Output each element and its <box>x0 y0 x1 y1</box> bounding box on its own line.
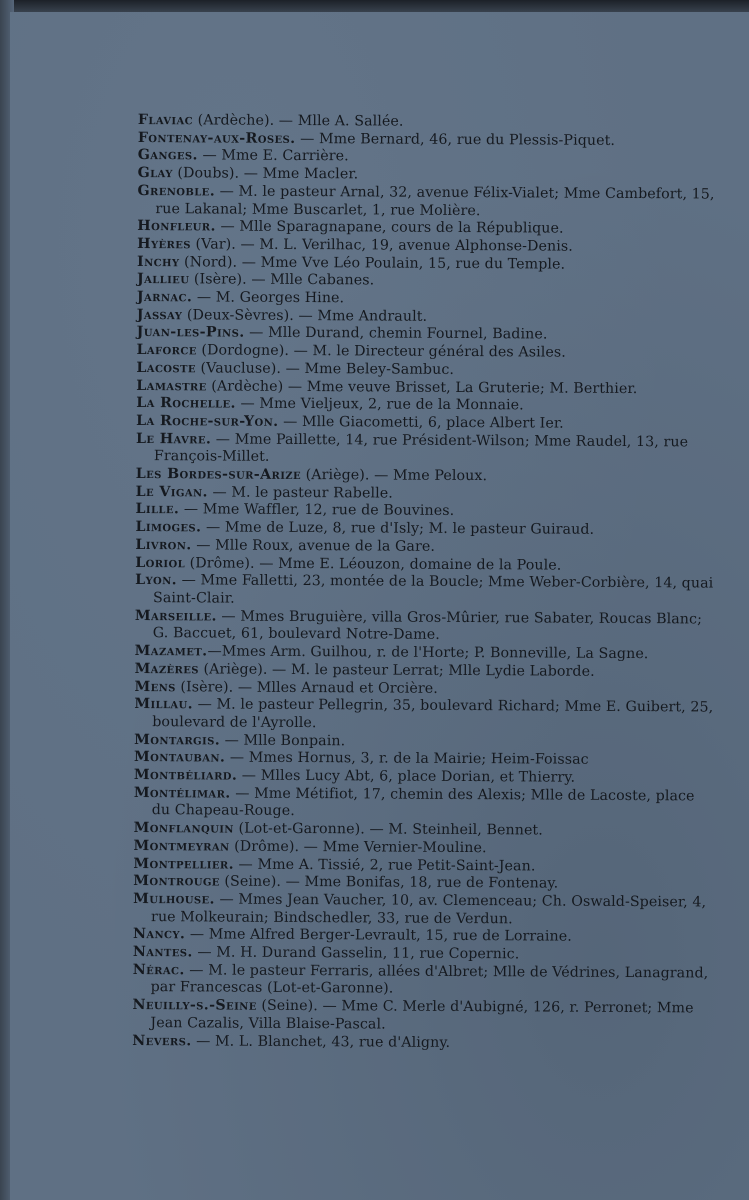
entry-text: — Mlles Lucy Abt, 6, place Dorian, et Thierry. <box>237 767 576 786</box>
entry-text: — Mme E. Carrière. <box>197 147 349 165</box>
entry-text: (Dordogne). — M. le Directeur général des Asiles. <box>196 342 566 361</box>
place-name: Juan-les-Pins. <box>136 324 245 342</box>
entry-text: — Mme Paillette, 14, rue Président-Wilson; Mme Raudel, 13, rue François-Millet. <box>153 431 689 466</box>
entry-text: (Deux-Sèvres). — Mme Andrault. <box>182 307 428 325</box>
place-name: Mens <box>134 678 176 695</box>
list-item <box>135 608 715 647</box>
entry-text: — M. le pasteur Arnal, 32, avenue Félix-Vialet; Mme Cambefort, 15, rue Lakanal; Mme Buscarlet, 1, rue Molière. <box>155 183 715 219</box>
list-item <box>137 183 717 222</box>
place-name: Nevers. <box>132 1032 192 1049</box>
entry-text: (Ardèche). — Mlle A. Sallée. <box>192 112 404 130</box>
entry-text: (Ardèche) — Mme veuve Brisset, La Gruterie; M. Berthier. <box>206 377 638 397</box>
place-name: Jassay <box>136 306 183 324</box>
entry-text: — M. Georges Hine. <box>192 289 345 307</box>
place-name: Mazamet. <box>134 643 208 660</box>
entry-text: — Mlle Bonpain. <box>220 732 346 749</box>
entry-text: — Mmes Bruguière, villa Gros-Mûrier, rue Sabater, Roucas Blanc; G. Baccuet, 61, boulevard Notre-Dame. <box>152 608 703 644</box>
entry-text: — Mme de Luze, 8, rue d'Isly; M. le pasteur Guiraud. <box>201 519 595 538</box>
entry-text: (Seine). — Mme C. Merle d'Aubigné, 126, r. Perronet; Mme Jean Cazalis, Villa Blaise-Pascal. <box>150 997 694 1033</box>
entry-text: (Drôme). — Mme Vernier-Mouline. <box>229 838 487 856</box>
place-name: Nancy. <box>132 926 186 943</box>
place-name: Montbéliard. <box>133 767 238 784</box>
entry-text: — M. H. Durand Gasselin, 11, rue Copernic. <box>192 944 520 963</box>
place-name: Jallieu <box>136 271 190 288</box>
place-name: Marseille. <box>134 607 217 625</box>
list-item <box>133 891 713 930</box>
entry-text: (Ariège). — M. le pasteur Lerrat; Mlle Lydie Laborde. <box>198 661 595 680</box>
list-item <box>133 962 713 1001</box>
place-name: Glay <box>137 165 173 182</box>
place-name: Montélimar. <box>133 784 231 802</box>
entry-text: — Mlle Sparagnapane, cours de la République. <box>215 218 564 237</box>
entry-text: (Lot-et-Garonne). — M. Steinheil, Bennet. <box>233 820 543 839</box>
entry-text: — Mme Vieljeux, 2, rue de la Monnaie. <box>235 395 524 414</box>
entry-text: — M. L. Blanchet, 43, rue d'Aligny. <box>191 1032 451 1051</box>
entry-text: — M. le pasteur Ferraris, allées d'Albret; Mlle de Védrines, Lanagrand, par Francescas (Lot-et-Garonne). <box>150 962 709 998</box>
place-name: Lille. <box>135 501 180 518</box>
entry-text: — Mlle Giacometti, 6, place Albert Ier. <box>278 413 564 432</box>
entry-text: — Mme Métifiot, 17, chemin des Alexis; Mlle de Lacoste, place du Chapeau-Rouge. <box>151 785 695 820</box>
entry-text: (Isère). — Mlle Cabanes. <box>189 271 375 289</box>
entry-text: — Mme Alfred Berger-Levrault, 15, rue de Lorraine. <box>185 926 572 946</box>
entry-text: — Mme Waffler, 12, rue de Bouvines. <box>179 501 455 520</box>
place-name: Montauban. <box>134 749 226 766</box>
place-name: Montargis. <box>134 731 221 749</box>
entry-text: — Mme Falletti, 23, montée de la Boucle; Mme Weber-Corbière, 14, quai Saint-Clair. <box>152 572 714 607</box>
entry-text: (Seine). — Mme Bonifas, 18, rue de Fontenay. <box>219 873 559 892</box>
place-name: Millau. <box>134 696 194 713</box>
place-name: La Roche-sur-Yon. <box>136 412 279 430</box>
entry-text: — M. le pasteur Rabelle. <box>207 484 393 502</box>
entry-text: — M. le pasteur Pellegrin, 35, boulevard Richard; Mme E. Guibert, 25, boulevard de l'Ayrolle. <box>152 696 714 732</box>
entry-text: (Ariège). — Mme Peloux. <box>300 467 488 485</box>
place-name: Loriol <box>135 554 186 571</box>
place-name: Limoges. <box>135 519 202 536</box>
place-name: Montrouge <box>133 873 220 890</box>
place-name: Neuilly-s.-Seine <box>132 997 257 1014</box>
address-list <box>132 112 718 1054</box>
place-name: Lamastre <box>136 377 207 394</box>
entry-text: —Mmes Arm. Guilhou, r. de l'Horte; P. Bonneville, La Sagne. <box>207 643 649 663</box>
entry-text: — Mme A. Tissié, 2, rue Petit-Saint-Jean. <box>233 856 536 874</box>
place-name: Monflanquin <box>133 820 234 837</box>
place-name: Honfleur. <box>137 218 216 235</box>
place-name: Lyon. <box>135 572 178 589</box>
place-name: Hyères <box>137 235 191 253</box>
place-name: Livron. <box>135 536 192 554</box>
entry-text: (Doubs). — Mme Macler. <box>172 165 359 183</box>
place-name: Nantes. <box>132 944 193 961</box>
list-item <box>134 696 714 735</box>
entry-text: (Var). — M. L. Verilhac, 19, avenue Alphonse-Denis. <box>190 236 573 255</box>
place-name: Montmeyran <box>133 837 230 855</box>
place-name: Laforce <box>136 342 197 359</box>
place-name: Nérac. <box>132 961 185 979</box>
entry-text: — Mlle Roux, avenue de la Gare. <box>191 537 436 555</box>
place-name: Montpellier. <box>133 855 235 873</box>
place-name: Jarnac. <box>136 289 193 306</box>
entry-text: (Nord). — Mme Vve Léo Poulain, 15, rue du Temple. <box>179 253 566 273</box>
list-item <box>132 1033 712 1054</box>
entry-text: — Mmes Jean Vaucher, 10, av. Clemenceau; Ch. Oswald-Speiser, 4, rue Molkeurain; Bindschedler, 33, rue de Verdun. <box>151 891 707 927</box>
place-name: Le Vigan. <box>135 483 208 501</box>
list-item <box>135 572 715 611</box>
document-page <box>10 12 749 1200</box>
place-name: Mazères <box>134 660 199 678</box>
place-name: Flaviac <box>137 112 194 129</box>
list-item <box>134 785 714 824</box>
entry-text: — Mmes Hornus, 3, r. de la Mairie; Heim-Foissac <box>225 749 589 769</box>
entry-text: (Vaucluse). — Mme Beley-Sambuc. <box>195 360 455 378</box>
place-name: Fontenay-aux-Roses. <box>137 129 296 147</box>
entry-text: — Mlle Durand, chemin Fournel, Badine. <box>244 325 548 343</box>
place-name: Grenoble. <box>137 182 216 200</box>
entry-text: (Drôme). — Mme E. Léouzon, domaine de la Poule. <box>185 554 562 574</box>
place-name: Mulhouse. <box>133 890 215 908</box>
place-name: Lacoste <box>136 359 196 377</box>
place-name: Le Havre. <box>135 430 212 448</box>
place-name: Ganges. <box>137 147 198 164</box>
place-name: Inchy <box>137 253 180 270</box>
place-name: La Rochelle. <box>136 395 236 412</box>
entry-text: — Mme Bernard, 46, rue du Plessis-Piquet. <box>295 130 616 149</box>
list-item <box>132 997 712 1036</box>
place-name: Les Bordes-sur-Arize <box>135 466 302 484</box>
entry-text: (Isère). — Mlles Arnaud et Orcière. <box>175 678 438 697</box>
list-item <box>136 431 716 470</box>
